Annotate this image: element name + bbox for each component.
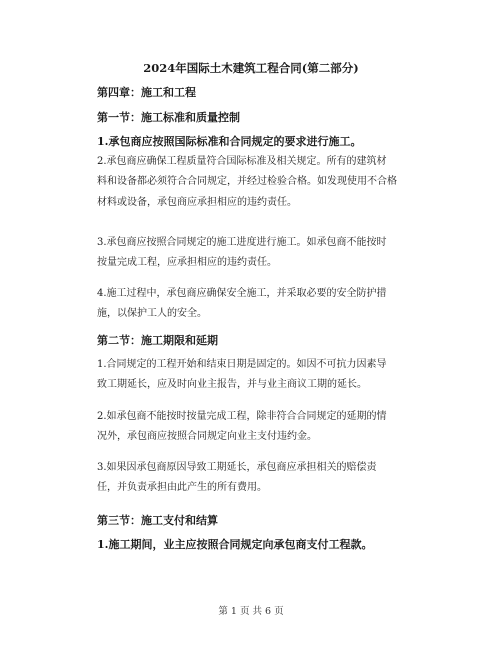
- section1-item4: [97, 284, 409, 325]
- section1-item2-line: 材料或设备，承包商应承担相应的违约责任。: [97, 196, 297, 208]
- section1-item3-line: 3.承包商应按照合同规定的施工进度进行施工。如承包商不能按时: [97, 237, 387, 248]
- section1-item1: 1.承包商应按照国际标准和合同规定的要求进行施工。: [97, 135, 362, 148]
- section2-item3: [97, 458, 409, 499]
- section3-heading: 第三节：施工支付和结算: [97, 514, 218, 527]
- section2-item2-line: 况外，承包商应按照合同规定向业主支付违约金。: [97, 431, 317, 443]
- section2-heading: 第二节：施工期限和延期: [97, 334, 218, 347]
- section2-item3-line: 3.如果因承包商原因导致工期延长，承包商应承担相关的赔偿责: [97, 462, 377, 473]
- section1-item4-line: 4.施工过程中，承包商应确保安全施工，并采取必要的安全防护措: [97, 288, 387, 299]
- section1-item2: [97, 152, 409, 213]
- chapter-heading: 第四章：施工和工程: [97, 86, 196, 99]
- section1-item3-line: 按量完成工程，应承担相应的违约责任。: [97, 257, 277, 269]
- section3-item1: 1.施工期间，业主应按照合同规定向承包商支付工程款。: [97, 538, 373, 551]
- section1-item2-line: 2.承包商应确保工程质量符合国际标准及相关规定。所有的建筑材: [97, 156, 387, 167]
- page-footer: 第 1 页 共 6 页: [218, 606, 284, 617]
- section1-heading: 第一节：施工标准和质量控制: [97, 111, 240, 124]
- section1-item2-line: 料和设备都必须符合合同规定，并经过检验合格。如发现使用不合格: [97, 176, 397, 188]
- section1-item3: [97, 233, 409, 274]
- section2-item1-line: 1.合同规定的工程开始和结束日期是固定的。如因不可抗力因素导: [97, 359, 387, 370]
- document-title: 2024年国际土木建筑工程合同(第二部分): [143, 61, 359, 75]
- section2-item3-line: 任，并负责承担由此产生的所有费用。: [97, 482, 267, 494]
- section2-item2-line: 2.如承包商不能按时按量完成工程，除非符合合同规定的延期的情: [97, 411, 387, 422]
- section2-item1: [97, 355, 409, 396]
- section1-item4-line: 施，以保护工人的安全。: [97, 308, 207, 320]
- section2-item2: [97, 407, 409, 448]
- section2-item1-line: 致工期延长，应及时向业主报告，并与业主商议工期的延长。: [97, 379, 367, 391]
